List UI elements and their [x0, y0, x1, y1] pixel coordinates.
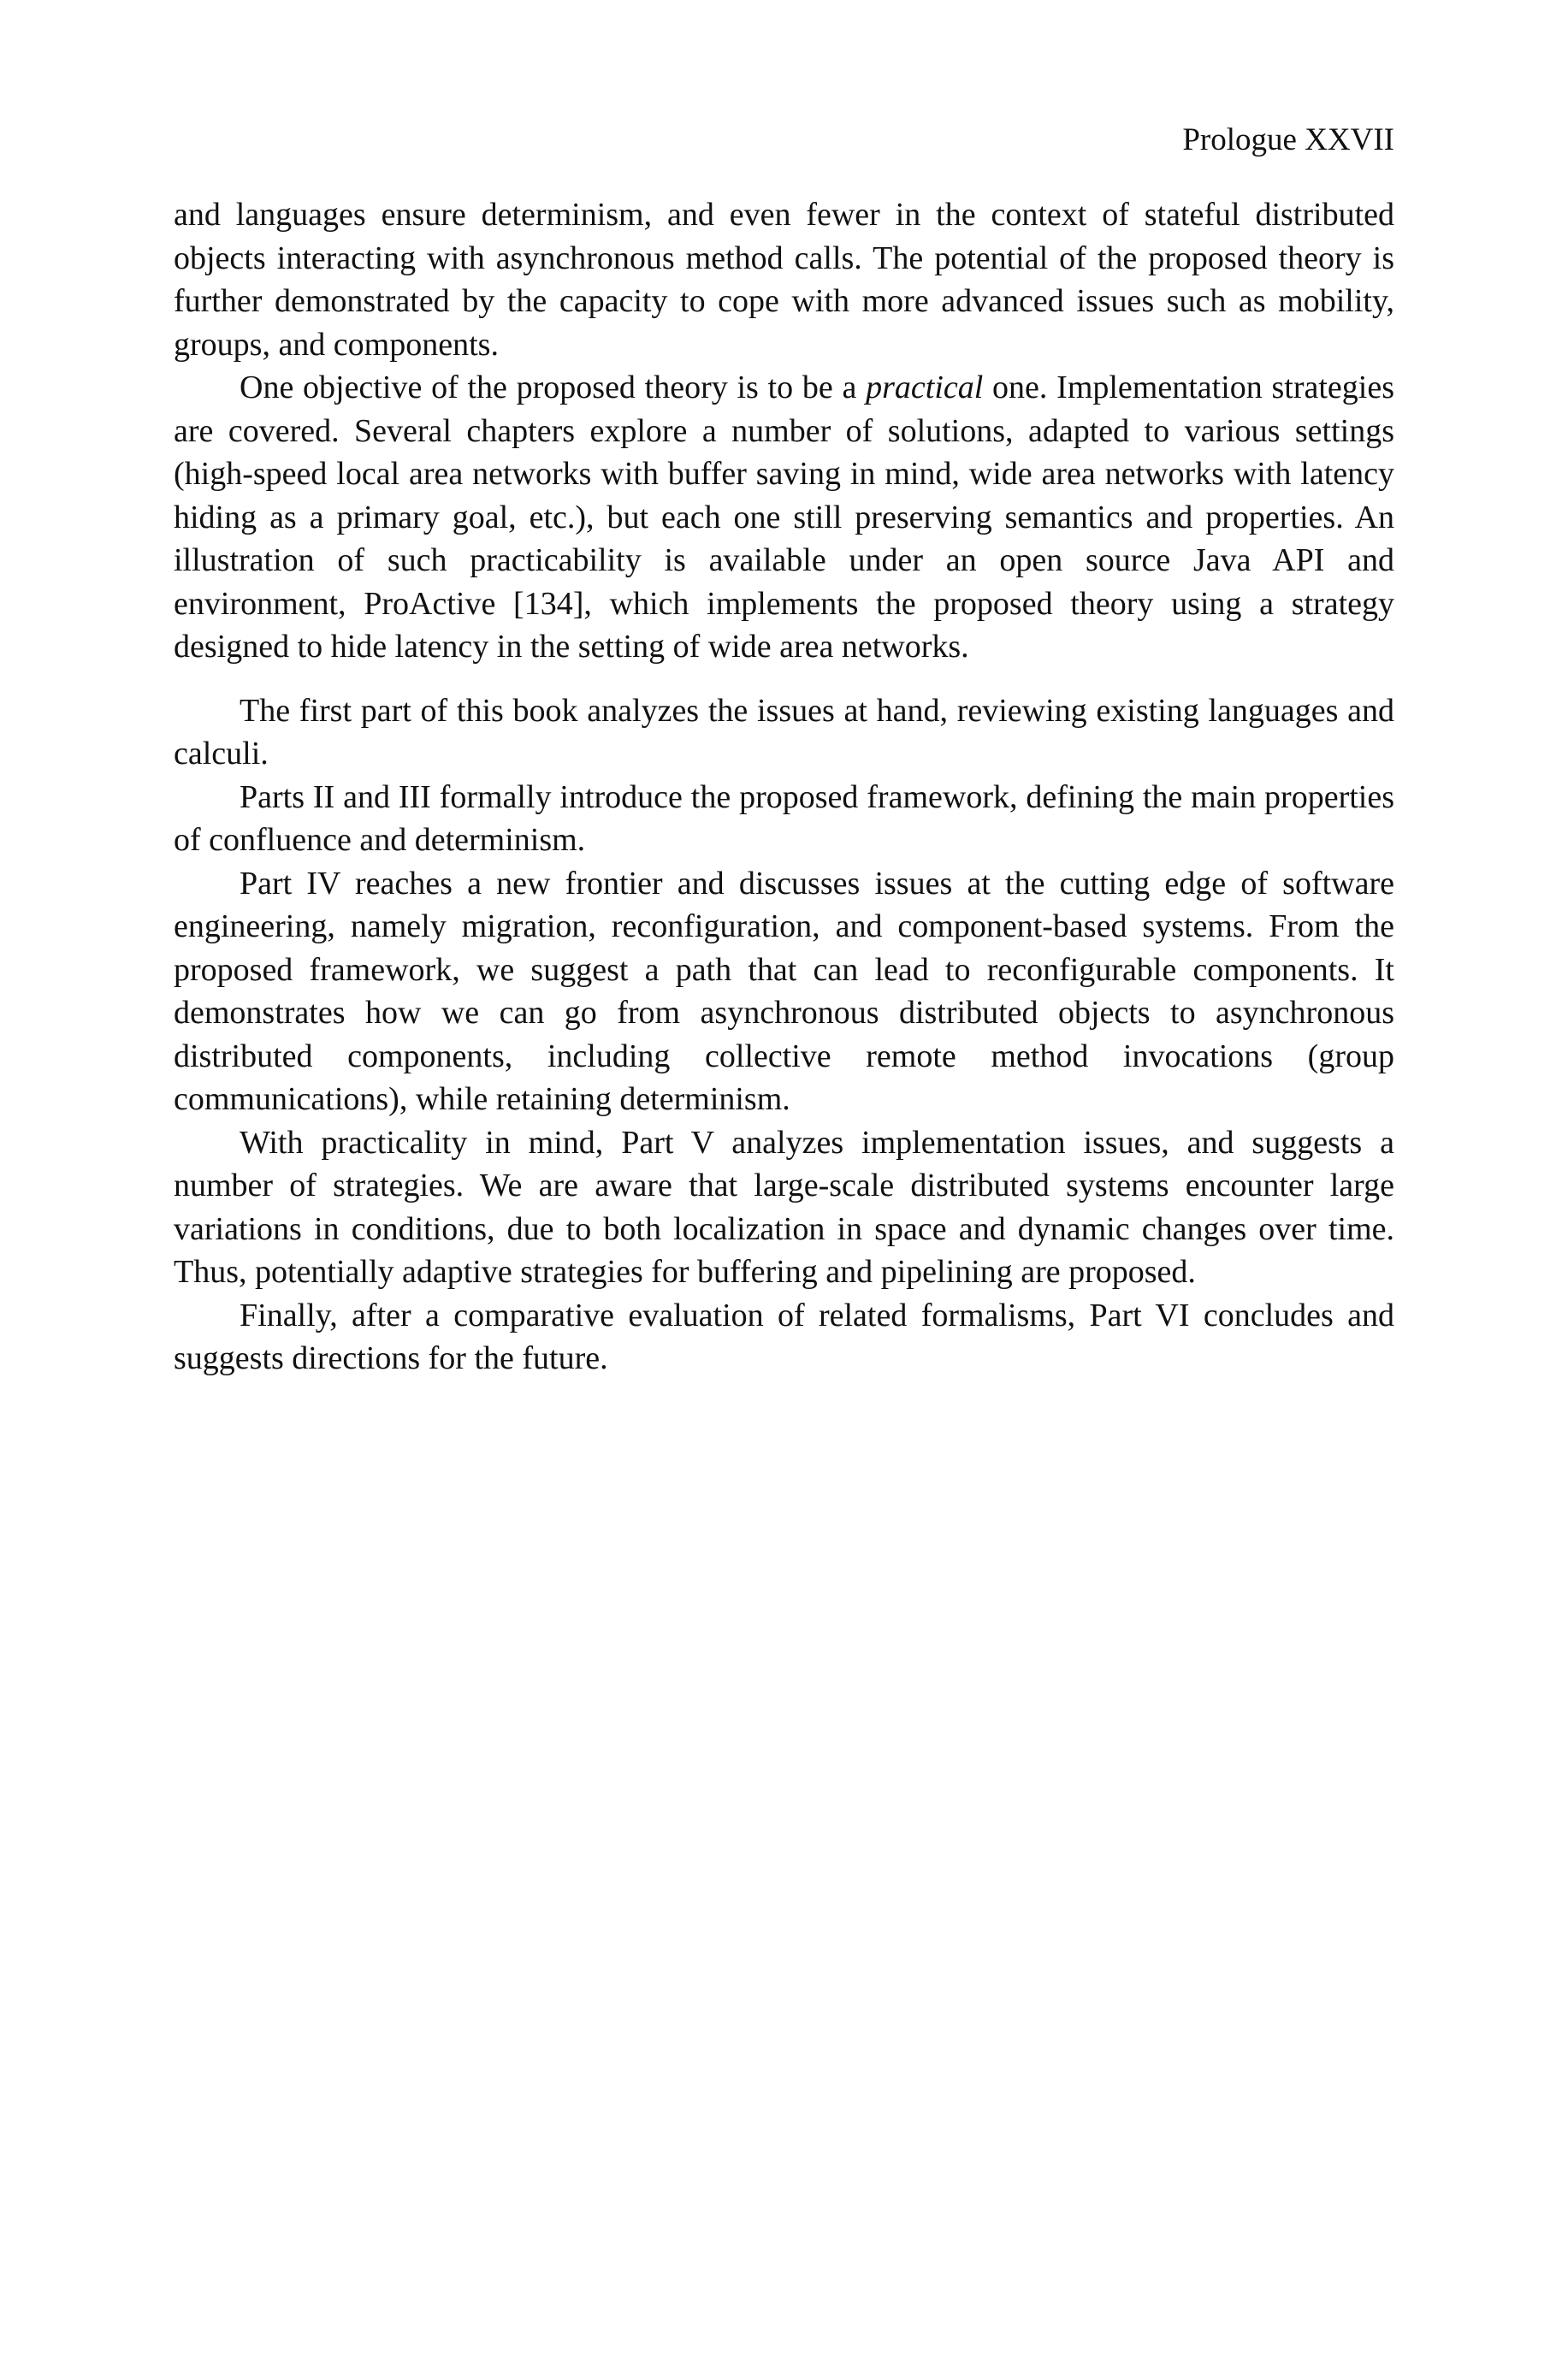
paragraph-part-four: Part IV reaches a new frontier and discusses issues at the cutting edge of software engineering, namely migration, reconfiguration, and component-based systems. From the proposed framework, we suggest a path that can lead to reconfigurable components. It demonstrates how we can go from asynchronous distributed objects to asynchronous distributed components, including collective remote method invocations (group communications), while retaining determinism. [174, 865, 1394, 1117]
paragraph-continuation: and languages ensure determinism, and even fewer in the context of stateful distributed objects interacting with asynchronous method calls. The potential of the proposed theory is further demonstrated by the capacity to cope with more advanced issues such as mobility, groups, and components. [174, 197, 1394, 363]
paragraph-parts-two-three: Parts II and III formally introduce the proposed framework, defining the main properties of confluence and determinism. [174, 778, 1394, 858]
paragraph-practical-rest: one. Implementation strategies are covered. Several chapters explore a number of solutions, adapted to various settings (high-speed local area networks with buffer saving in mind, wide area networks with latency hiding as a primary goal, etc.), but each one still preserving semantics and properties. An illustration of such practicability is available under an open source Java API and environment, ProActive [134], which implements the proposed theory using a strategy designed to hide latency in the setting of wide area networks. [174, 370, 1395, 665]
paragraph-part-one: The first part of this book analyzes the issues at hand, reviewing existing languages and calculi. [174, 692, 1394, 772]
emphasis-practical: practical [866, 370, 984, 405]
paragraph-practical-lead: One objective of the proposed theory is to be a [240, 370, 867, 405]
paragraph-practical [174, 366, 1394, 669]
running-head: Prologue XXVII [1182, 122, 1394, 157]
page-body [174, 193, 1394, 1381]
paragraph-part-six: Finally, after a comparative evaluation of related formalisms, Part VI concludes and suggests directions for the future. [174, 1297, 1394, 1376]
paragraph-part-five: With practicality in mind, Part V analyzes implementation issues, and suggests a number of strategies. We are aware that large-scale distributed systems encounter large variations in conditions, due to both localization in space and dynamic changes over time. Thus, potentially adaptive strategies for buffering and pipelining are proposed. [174, 1124, 1394, 1290]
